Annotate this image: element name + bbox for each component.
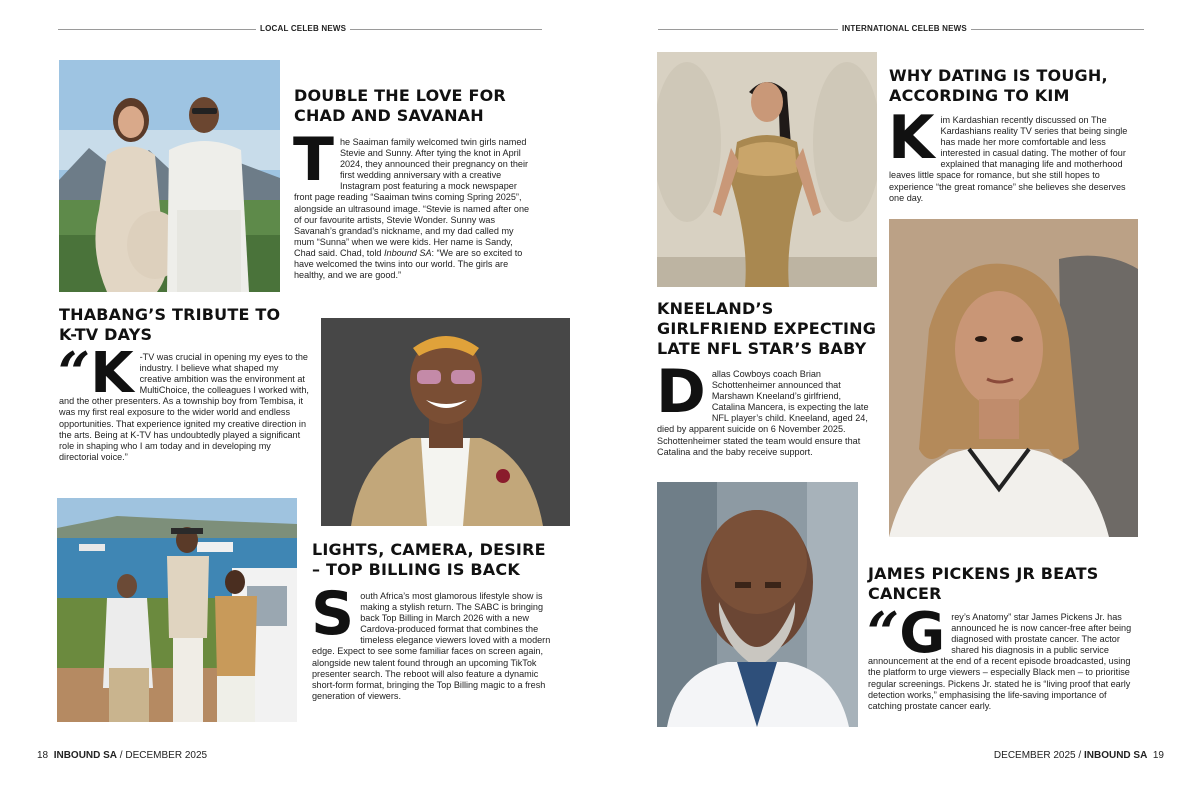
top-billing-body-text: outh Africa’s most glamorous lifestyle show is making a stylish return. The SABC is bringing back Top Billing in March 2026 with a new Cardova-produced format that combines the timeless elegance viewers loved with a modern edge. Expect to see some familiar faces on screen again, alongside new talent found through an upcoming TikTok presenter search. The reboot will also feature a dynamic short-form format, bringing the Top Billing magic to a fresh generation of viewers. <box>312 591 551 701</box>
footer-left <box>37 750 207 761</box>
top-billing-photo <box>57 498 297 722</box>
section-label-international: INTERNATIONAL CELEB NEWS <box>838 24 971 33</box>
top-billing-dropcap: S <box>311 579 355 649</box>
kneeland-headline: KNEELAND’S GIRLFRIEND EXPECTING LATE NFL STAR’S BABY <box>657 299 877 358</box>
chad-headline: DOUBLE THE LOVE FOR CHAD AND SAVANAH <box>294 86 506 125</box>
footer-left-page-number: 18 <box>37 750 49 761</box>
footer-left-publication: INBOUND SA <box>53 750 118 761</box>
pickens-body <box>867 600 1140 712</box>
chad-dropcap: T <box>293 125 334 195</box>
thabang-body <box>58 340 311 463</box>
pickens-dropcap-group <box>867 600 946 666</box>
thabang-body-text: -TV was crucial in opening my eyes to the industry. I believe what shaped my creative ambition was the environment at MultiChoice, the colleagues I worked with, and the other presenters. As a township boy from Tembisa, it was my first real exposure to the wider world and endless opportunities. That experience ignited my creative direction in the arts. Being at K-TV has undoubtedly played a significant role in shaping who I am today and in developing my directorial voice.” <box>59 352 309 462</box>
thabang-photo <box>321 318 570 526</box>
catalina-photo <box>889 219 1138 537</box>
chad-savanah-photo <box>59 60 280 292</box>
kim-body <box>888 103 1137 204</box>
kneeland-dropcap: D <box>656 357 706 427</box>
footer-right-date: DECEMBER 2025 / <box>993 750 1084 761</box>
chad-body-publication: Inbound SA <box>383 247 432 258</box>
chad-body-text-a: he Saaiman family welcomed twin girls named Stevie and Sunny. After tying the knot in April 2024, they announced their pregnancy on their first wedding anniversary with a creative Instagram post featuring a mock newspaper front page reading “Saaiman twins coming Spring 2025”, alongside an ultrasound image. “Stevie is named after one of our favourite artists, Stevie Wonder. Sunny was Savanah’s grandad’s nickname, and my dad called my mum “Sunna” when we were kids. Her name is Sandy, Chad said. Chad, told <box>294 137 530 258</box>
chad-body-text-b: : “We are so excited to have welcomed the twins into our world. The girls are healthy, and we are good.” <box>294 247 523 281</box>
section-label-local: LOCAL CELEB NEWS <box>256 24 350 33</box>
james-pickens-photo <box>657 482 858 727</box>
footer-left-date: / DECEMBER 2025 <box>117 750 208 761</box>
thabang-dropcap-group <box>58 340 134 406</box>
kim-headline: WHY DATING IS TOUGH, ACCORDING TO KIM <box>889 66 1108 105</box>
kneeland-body <box>656 357 875 458</box>
thabang-headline: THABANG’S TRIBUTE TO K-TV DAYS <box>59 305 281 344</box>
pickens-body-text: rey’s Anatomy” star James Pickens Jr. has announced he is now cancer-free after being diagnosed with prostate cancer. The actor shared his diagnosis in a public service announcement at the end of a recent episode broadcasted, using the platform to urge viewers – especially Black men – to prioritise regular screenings. Pickens Jr. stated he is “living proof that early detection works,” emphasising the life-saving importance of catching prostate cancer early. <box>868 612 1132 711</box>
chad-body <box>293 125 534 281</box>
footer-right-publication: INBOUND SA <box>1083 750 1148 761</box>
pickens-quote-mark: “ <box>867 600 900 666</box>
thabang-dropcap: K <box>90 341 134 406</box>
kim-dropcap: K <box>888 103 935 173</box>
pickens-headline: JAMES PICKENS JR BEATS CANCER <box>868 564 1099 603</box>
kim-photo <box>657 52 877 287</box>
kim-body-text: im Kardashian recently discussed on The Kardashians reality TV series that being single has made her more comfortable and less interested in casual dating. The mother of four explained that managing life and motherhood leaves little space for romance, but she still hopes to experience “the great romance” she believes she deserves one day. <box>889 115 1128 203</box>
top-billing-headline: LIGHTS, CAMERA, DESIRE – TOP BILLING IS BACK <box>312 540 546 579</box>
thabang-quote-mark: “ <box>58 340 91 406</box>
kneeland-body-text: allas Cowboys coach Brian Schottenheimer announced that Marshawn Kneeland’s girlfriend, Catalina Mancera, is expecting the late NFL player’s child. Kneeland, aged 24, died by apparent suicide on 6 November 2025. Schottenheimer stated the team would ensure that Catalina and the baby receive support. <box>657 369 869 457</box>
footer-right-page-number: 19 <box>1152 750 1164 761</box>
pickens-dropcap: G <box>899 601 946 666</box>
footer-right <box>994 750 1164 761</box>
top-billing-body <box>311 579 554 702</box>
